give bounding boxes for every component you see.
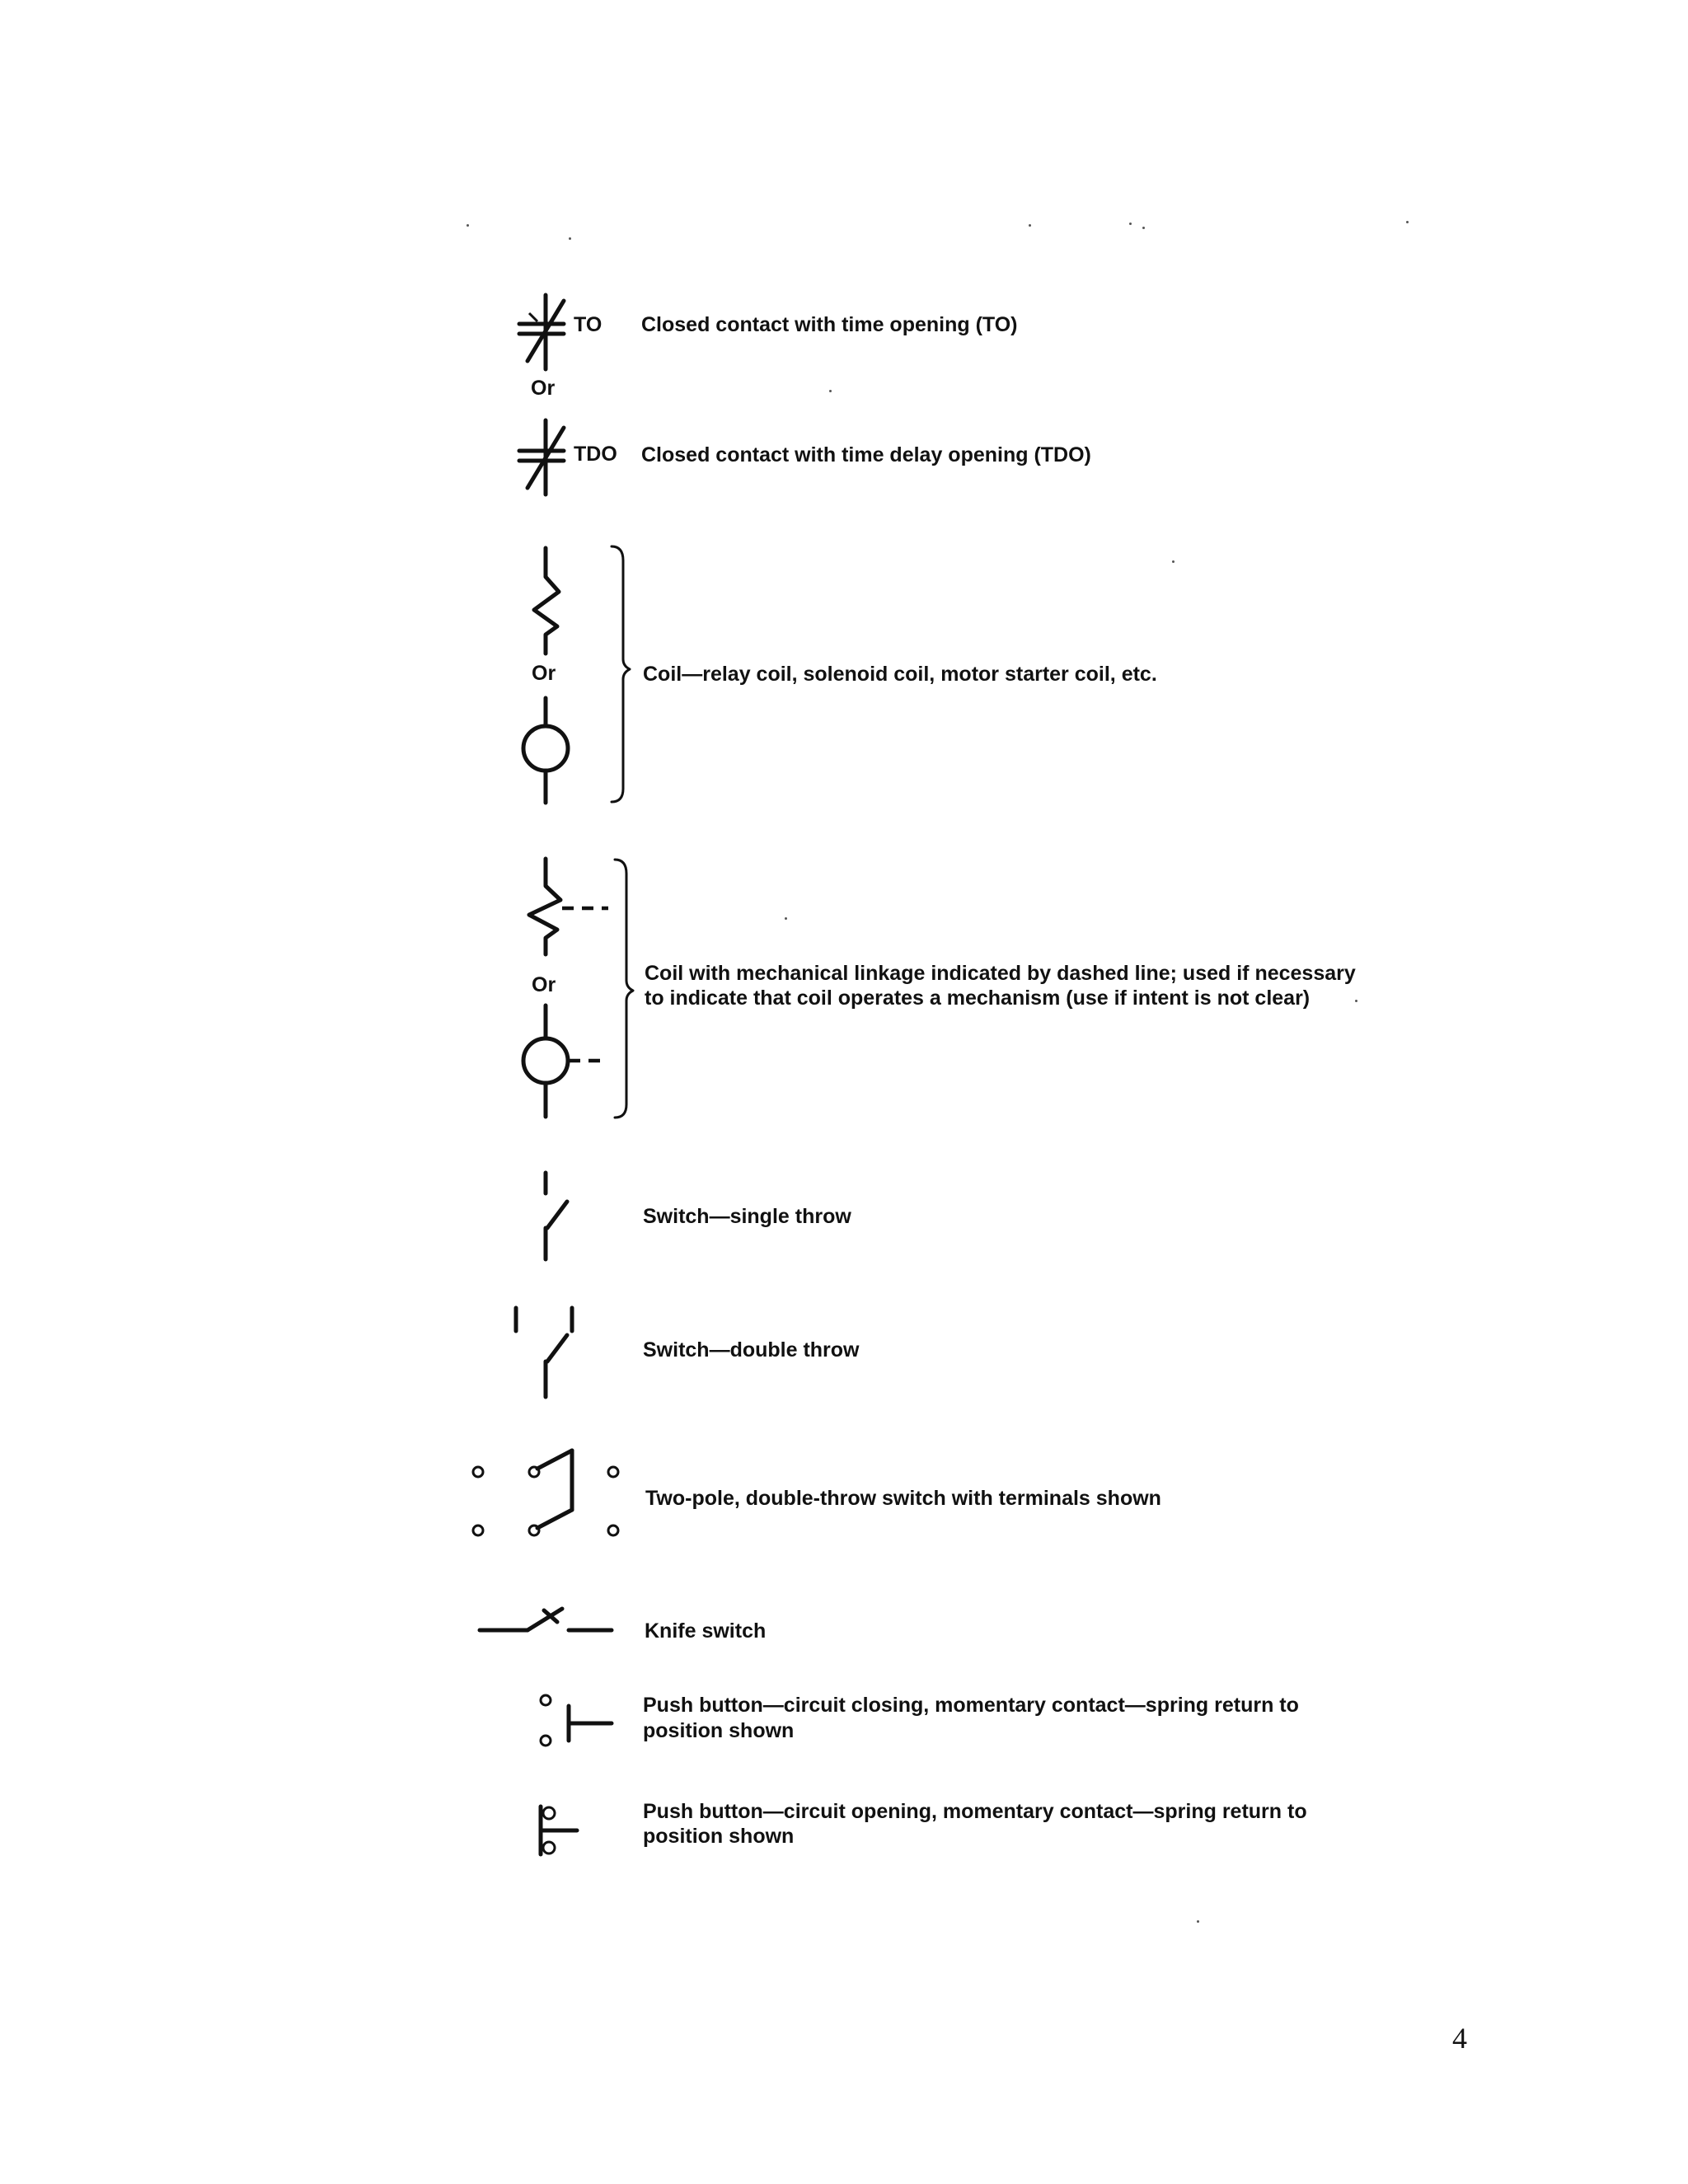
scan-speck bbox=[1142, 227, 1145, 229]
or-label-coil: Or bbox=[532, 662, 556, 685]
push-button-opening-description-line1: Push button—circuit opening, momentary contact—spring return to bbox=[643, 1800, 1307, 1823]
coil-linkage-description-line1: Coil with mechanical linkage indicated by dashed line; used if necessary bbox=[645, 962, 1356, 985]
coil-brace bbox=[612, 546, 630, 802]
to-tag: TO bbox=[574, 313, 603, 336]
scan-speck bbox=[1406, 221, 1409, 223]
scan-speck bbox=[1172, 560, 1175, 563]
coil-zigzag-symbol bbox=[534, 548, 559, 654]
switch-double-throw-symbol bbox=[516, 1308, 572, 1397]
coil-linkage-description-line2: to indicate that coil operates a mechanism (use if intent is not clear) bbox=[645, 987, 1311, 1010]
or-label-coil-linkage: Or bbox=[532, 973, 556, 996]
coil-description: Coil—relay coil, solenoid coil, motor starter coil, etc. bbox=[643, 663, 1157, 686]
two-pole-switch-description: Two-pole, double-throw switch with terminals shown bbox=[645, 1487, 1161, 1510]
scan-speck bbox=[785, 917, 787, 920]
scan-speck bbox=[1129, 223, 1132, 225]
coil-circle-symbol bbox=[523, 698, 568, 803]
or-label-contact: Or bbox=[531, 377, 556, 400]
closed-contact-tdo-description: Closed contact with time delay opening (TDO) bbox=[641, 443, 1091, 466]
coil-linkage-brace bbox=[615, 860, 633, 1118]
scan-speck bbox=[1355, 1000, 1357, 1002]
closed-contact-to-symbol bbox=[519, 295, 564, 369]
scan-speck bbox=[569, 237, 571, 240]
coil-linkage-zigzag-symbol bbox=[529, 859, 608, 954]
page-number: 4 bbox=[1452, 2022, 1467, 2055]
tdo-tag: TDO bbox=[574, 443, 617, 466]
knife-switch-description: Knife switch bbox=[645, 1619, 767, 1643]
knife-switch-symbol bbox=[480, 1609, 612, 1630]
closed-contact-tdo-symbol bbox=[519, 420, 564, 494]
push-button-opening-description-line2: position shown bbox=[643, 1825, 795, 1848]
switch-single-throw-symbol bbox=[546, 1173, 567, 1259]
switch-single-throw-description: Switch—single throw bbox=[643, 1205, 851, 1228]
scan-speck bbox=[829, 390, 832, 392]
coil-linkage-circle-symbol bbox=[523, 1005, 608, 1117]
switch-double-throw-description: Switch—double throw bbox=[643, 1338, 860, 1361]
push-button-closing-description-line2: position shown bbox=[643, 1719, 795, 1742]
push-button-opening-symbol bbox=[541, 1807, 577, 1854]
push-button-closing-description-line1: Push button—circuit closing, momentary contact—spring return to bbox=[643, 1694, 1299, 1717]
push-button-closing-symbol bbox=[541, 1695, 612, 1746]
scan-speck bbox=[467, 224, 469, 227]
scan-speck bbox=[1197, 1920, 1199, 1923]
closed-contact-to-description: Closed contact with time opening (TO) bbox=[641, 313, 1018, 336]
two-pole-switch-symbol bbox=[473, 1451, 618, 1535]
scan-speck bbox=[1029, 224, 1031, 227]
